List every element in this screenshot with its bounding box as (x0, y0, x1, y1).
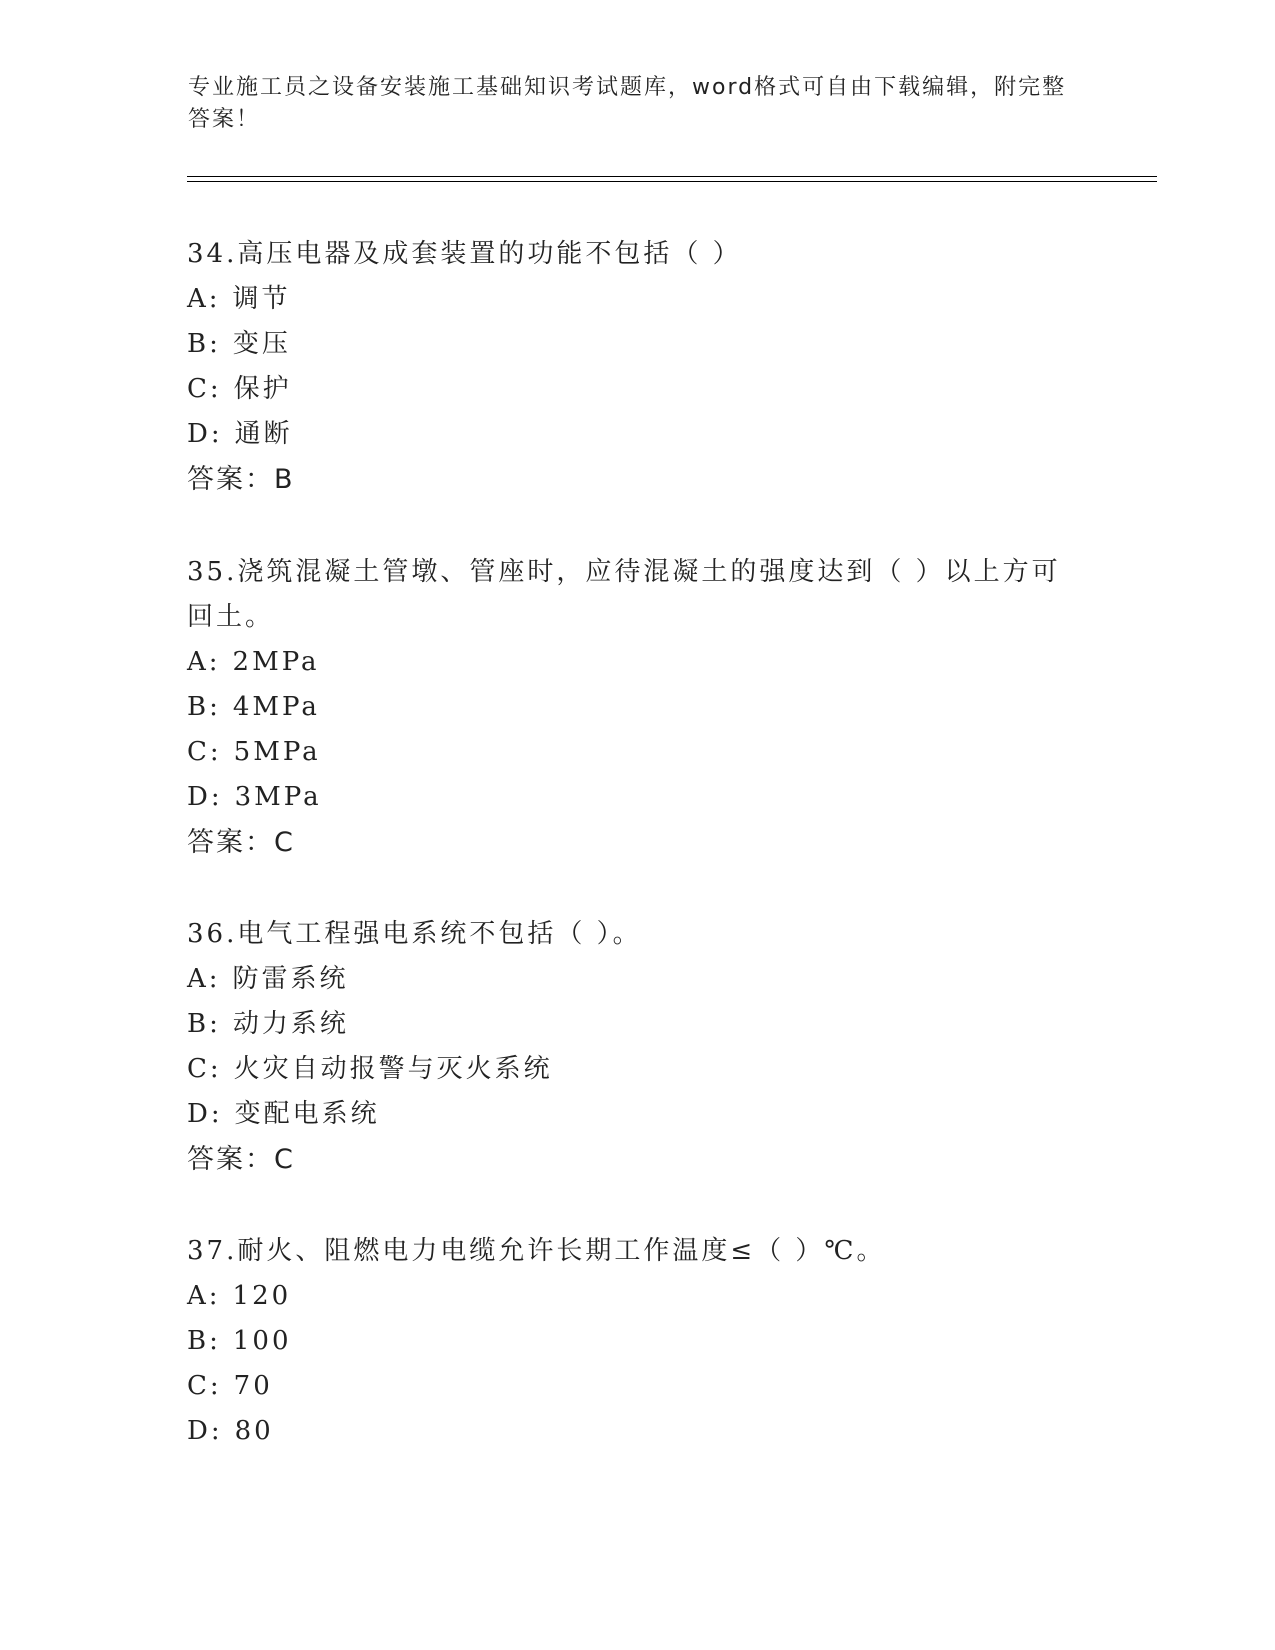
option-text: 120 (232, 1281, 292, 1311)
option-key: D (187, 782, 211, 812)
option-key: C (187, 374, 210, 404)
question-stem: 34.高压电器及成套装置的功能不包括（ ） (187, 239, 742, 269)
option-text: 动力系统 (232, 1009, 349, 1039)
answer-line: 答案：B (187, 464, 295, 495)
question-35 (187, 550, 1087, 865)
answer-line: 答案：C (187, 827, 295, 858)
option-a: A: 防雷系统 (187, 964, 349, 994)
option-text: 变配电系统 (234, 1099, 380, 1129)
option-b: B: 4MPa (187, 692, 320, 722)
option-text: 80 (234, 1416, 274, 1446)
option-key: D (187, 1099, 211, 1129)
option-text: 3MPa (234, 782, 322, 812)
question-stem: 37.耐火、阻燃电力电缆允许长期工作温度≤（ ）℃。 (187, 1236, 886, 1266)
question-36 (187, 912, 1087, 1182)
option-a: A: 调节 (187, 284, 291, 314)
answer-line: 答案：C (187, 1144, 295, 1175)
option-a: A: 2MPa (187, 647, 320, 677)
option-key: D (187, 1416, 211, 1446)
option-d: D: 通断 (187, 419, 293, 449)
option-d: D: 80 (187, 1416, 274, 1446)
option-text: 火灾自动报警与灭火系统 (233, 1054, 553, 1084)
option-key: B (187, 329, 210, 359)
option-key: D (187, 419, 211, 449)
option-b: B: 100 (187, 1326, 292, 1356)
option-text: 调节 (232, 284, 291, 314)
option-key: B (187, 1326, 210, 1356)
question-stem: 36.电气工程强电系统不包括（ ）。 (187, 919, 642, 949)
option-text: 通断 (234, 419, 293, 449)
option-text: 70 (233, 1371, 273, 1401)
option-c: C: 5MPa (187, 737, 321, 767)
option-text: 100 (232, 1326, 292, 1356)
option-c: C: 火灾自动报警与灭火系统 (187, 1054, 553, 1084)
option-key: A (187, 284, 209, 314)
option-text: 保护 (233, 374, 292, 404)
option-d: D: 3MPa (187, 782, 322, 812)
option-key: A (187, 1281, 209, 1311)
option-text: 5MPa (233, 737, 321, 767)
option-text: 防雷系统 (232, 964, 349, 994)
option-b: B: 动力系统 (187, 1009, 349, 1039)
option-c: C: 70 (187, 1371, 273, 1401)
option-key: B (187, 692, 210, 722)
option-c: C: 保护 (187, 374, 292, 404)
option-key: C (187, 1054, 210, 1084)
option-key: A (187, 647, 209, 677)
question-stem: 35.浇筑混凝土管墩、管座时，应待混凝土的强度达到（ ）以上方可回土。 (187, 557, 1061, 632)
question-37 (187, 1229, 1087, 1454)
option-text: 4MPa (232, 692, 320, 722)
option-key: C (187, 737, 210, 767)
option-d: D: 变配电系统 (187, 1099, 380, 1129)
option-key: C (187, 1371, 210, 1401)
option-key: A (187, 964, 209, 994)
option-text: 2MPa (232, 647, 320, 677)
option-key: B (187, 1009, 210, 1039)
header-divider-top (187, 176, 1157, 177)
document-header: 专业施工员之设备安装施工基础知识考试题库，word格式可自由下载编辑，附完整答案！ (188, 75, 1067, 132)
option-b: B: 变压 (187, 329, 291, 359)
option-a: A: 120 (187, 1281, 292, 1311)
question-34 (187, 232, 1087, 502)
header-divider-bottom (187, 181, 1157, 182)
option-text: 变压 (232, 329, 291, 359)
